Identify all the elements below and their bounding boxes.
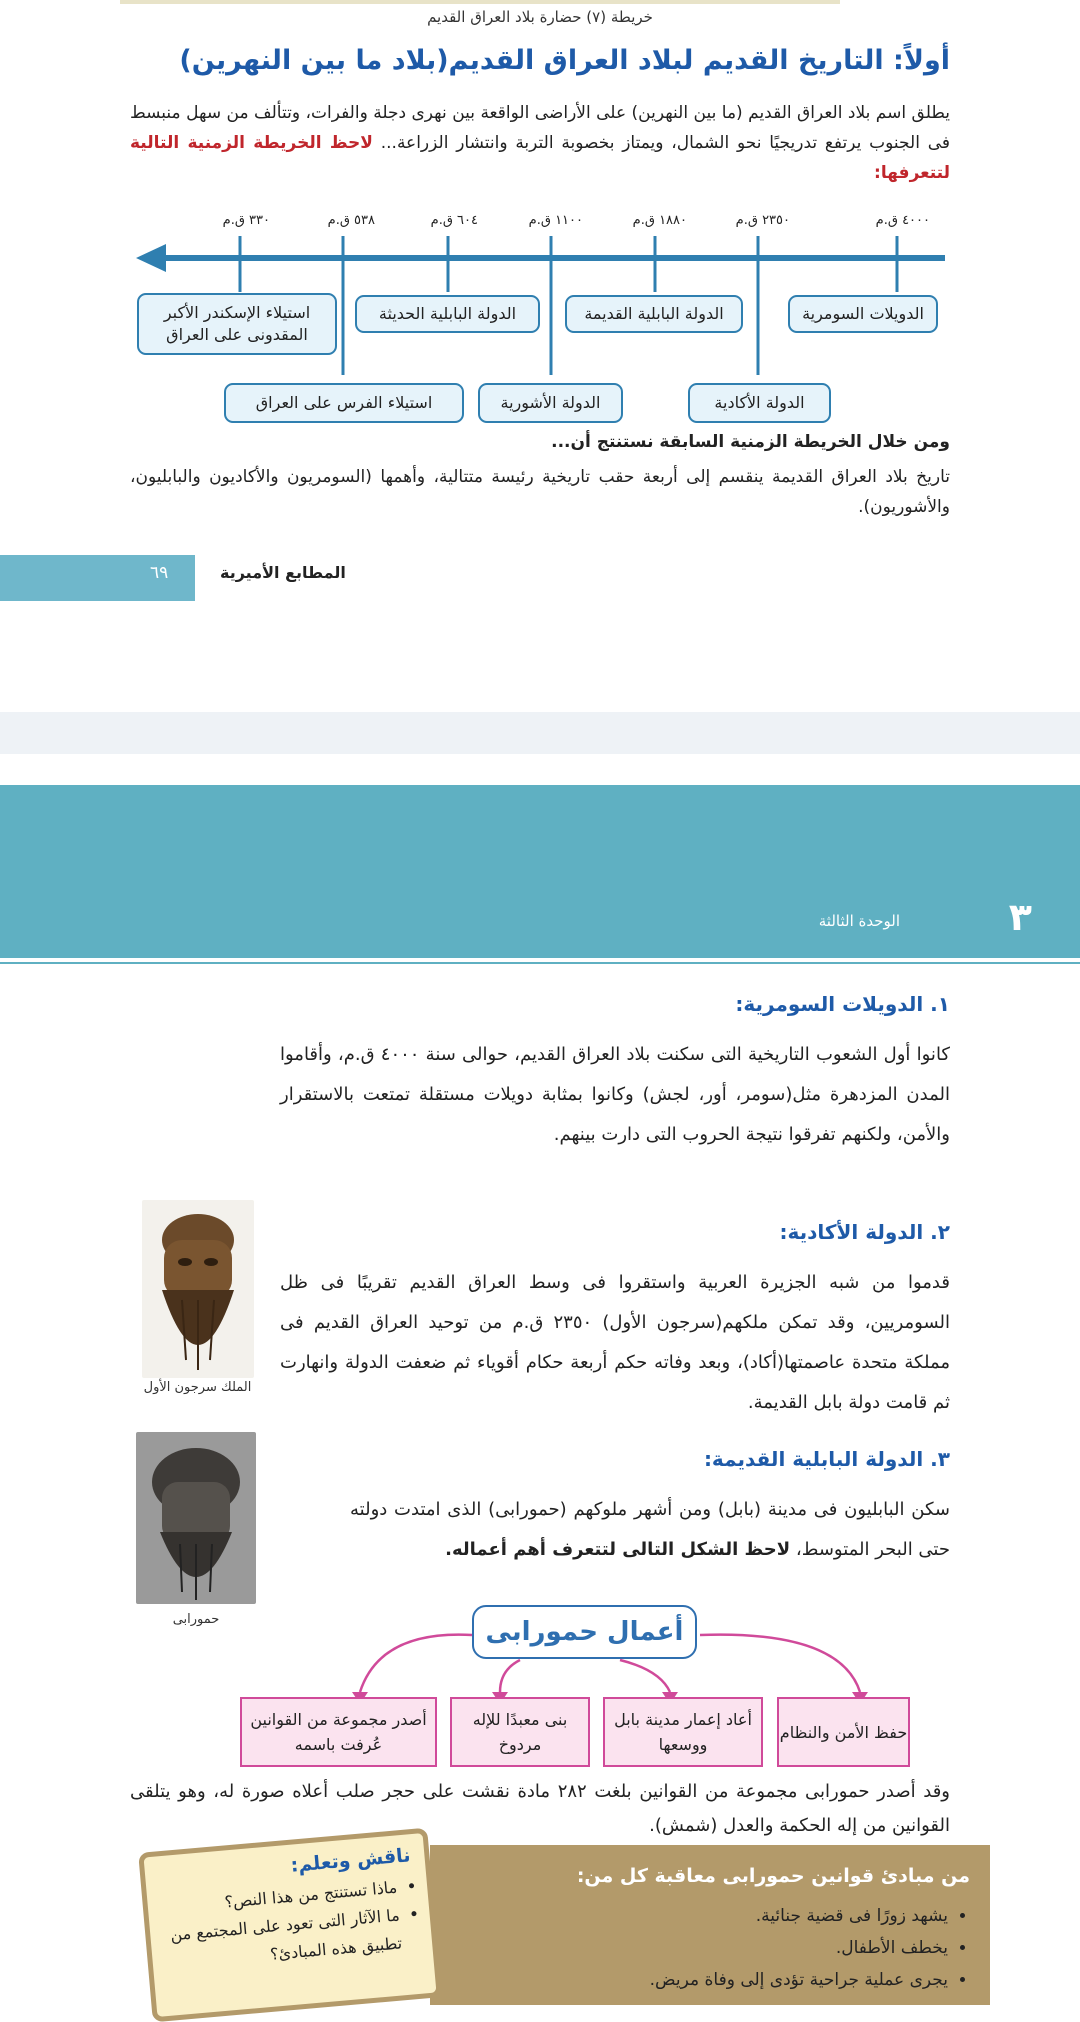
sargon-caption: الملك سرجون الأول: [143, 1380, 252, 1395]
list-item: • يخطف الأطفال.: [650, 1932, 948, 1964]
timeline-box-sumerian: الدويلات السومرية: [788, 295, 938, 333]
work-box: أعاد إعمار مدينة بابل ووسعها: [603, 1697, 763, 1767]
timeline-date: ٤٠٠٠ ق.م: [875, 213, 930, 228]
unit-label: الوحدة الثالثة: [818, 912, 900, 930]
work-box: بنى معبدًا للإله مردوخ: [450, 1697, 590, 1767]
section-body-sumerian: كانوا أول الشعوب التاريخية التى سكنت بلاد العراق القديم، حوالى سنة ٤٠٠٠ ق.م، وأقاموا المدن المزدهرة مثل(سومر، أور، لجش) وكانوا بمثابة دويلات مستقلة تمتعت بالاستقرار والأمن، ولكنهم تفرقوا نتيجة الحروب التى دارت بينهم.: [280, 1044, 950, 1145]
section-title-akkadian: ٢. الدولة الأكادية:: [779, 1220, 950, 1244]
intro-paragraph: [130, 98, 950, 188]
discuss-heading: ناقش وتعلم:: [289, 1844, 412, 1877]
principles-list: [650, 1900, 970, 1996]
top-strip: [120, 0, 840, 4]
section-title-sumerian: ١. الدويلات السومرية:: [735, 992, 950, 1016]
timeline-date: ١٨٨٠ ق.م: [632, 213, 687, 228]
laws-paragraph: وقد أصدر حمورابى مجموعة من القوانين بلغت ٢٨٢ مادة نقشت على حجر صلب أعلاه صورة له، وهو يتلقى القوانين من إله الحكمة والعدل (شمش).: [130, 1781, 950, 1836]
section-body-bold: لاحظ الشكل التالى لتتعرف أهم أعماله.: [445, 1539, 791, 1560]
timeline-box-old-babylon: الدولة البابلية القديمة: [565, 295, 743, 333]
section-body-old-babylon: [350, 1490, 950, 1570]
principles-heading: من مبادئ قوانين حمورابى معاقبة كل من:: [576, 1865, 970, 1887]
work-box: حفظ الأمن والنظام: [777, 1697, 910, 1767]
hammurabi-photo: [136, 1432, 256, 1604]
intro-highlight: لاحظ الخريطة الزمنية التالية لتتعرفها:: [130, 133, 950, 183]
unit-number: ٣: [1008, 895, 1032, 939]
timeline-date: ٦٠٤ ق.م: [430, 213, 478, 228]
work-box: أصدر مجموعة من القوانين عُرفت باسمه: [240, 1697, 437, 1767]
timeline-box-assyrian: الدولة الأشورية: [478, 383, 623, 423]
conclusion-heading: ومن خلال الخريطة الزمنية السابقة نستنتج أن...: [551, 432, 950, 452]
section-title-old-babylon: ٣. الدولة البابلية القديمة:: [703, 1447, 950, 1471]
section-body-text: سكن البابليون فى مدينة (بابل) ومن أشهر ملوكهم (حمورابى) الذى امتدت دولته حتى البحر المتوسط،: [350, 1499, 950, 1560]
divider: [0, 955, 1080, 958]
timeline-box-alexander: استيلاء الإسكندر الأكبر المقدونى على العراق: [137, 293, 337, 355]
hammurabi-works-title: أعمال حمورابى: [472, 1605, 697, 1659]
list-item: • يشهد زورًا فى قضية جنائية.: [650, 1900, 948, 1932]
intro-text: يطلق اسم بلاد العراق القديم (ما بين النهرين) على الأراضى الواقعة بين نهرى دجلة والفرات، وتتألف من سهل منبسط فى الجنوب يرتفع تدريجيًا نحو الشمال، ويمتاز بخصوبة التربة وانتشار الزراعة...: [130, 103, 951, 153]
timeline-box-akkadian: الدولة الأكادية: [688, 383, 831, 423]
conclusion-text: تاريخ بلاد العراق القديمة ينقسم إلى أربعة حقب تاريخية رئيسة متتالية، وأهمها (السومريون والأكاديون والبابليون، والأشوريون).: [130, 467, 950, 517]
map-caption: خريطة (٧) حضارة بلاد العراق القديم: [427, 8, 653, 26]
hammurabi-caption: حمورابى: [172, 1612, 220, 1627]
timeline-box-new-babylon: الدولة البابلية الحديثة: [355, 295, 540, 333]
timeline-box-persian: استيلاء الفرس على العراق: [224, 383, 464, 423]
list-item: • يجرى عملية جراحية تؤدى إلى وفاة مريض.: [650, 1964, 948, 1996]
page-gap: [0, 712, 1080, 754]
section-heading: أولاً: التاريخ القديم لبلاد العراق القديم(بلاد ما بين النهرين): [179, 45, 950, 76]
timeline-date: ٣٣٠ ق.م: [222, 213, 270, 228]
discuss-note: [138, 1828, 442, 2022]
list-item: • ماذا تستنتج من هذا النص؟: [161, 1874, 399, 1922]
unit-header-band: [0, 785, 1080, 957]
divider: [0, 962, 1080, 964]
discuss-list: [161, 1872, 419, 1978]
timeline-date: ٥٣٨ ق.م: [327, 213, 375, 228]
publisher: المطابع الأميرية: [220, 563, 346, 582]
sargon-photo: [142, 1200, 254, 1378]
list-item: • ما الآثار التى تعود على المجتمع من تطبيق هذه المبادئ؟: [163, 1901, 403, 1977]
timeline-date: ١١٠٠ ق.م: [528, 213, 583, 228]
section-body-akkadian: قدموا من شبه الجزيرة العربية واستقروا فى وسط العراق القديم تقريبًا فى ظل السومريين، وقد تمكن ملكهم(سرجون الأول) ٢٣٥٠ ق.م من توحيد العراق القديم فى مملكة متحدة عاصمتها(أكاد)، وبعد وفاته حكم أربعة حكام أقوياء ثم ضعفت الدولة وانهارت ثم قامت دولة بابل القديمة.: [280, 1272, 950, 1413]
page-number: ٦٩: [150, 563, 169, 583]
timeline-date: ٢٣٥٠ ق.م: [735, 213, 790, 228]
